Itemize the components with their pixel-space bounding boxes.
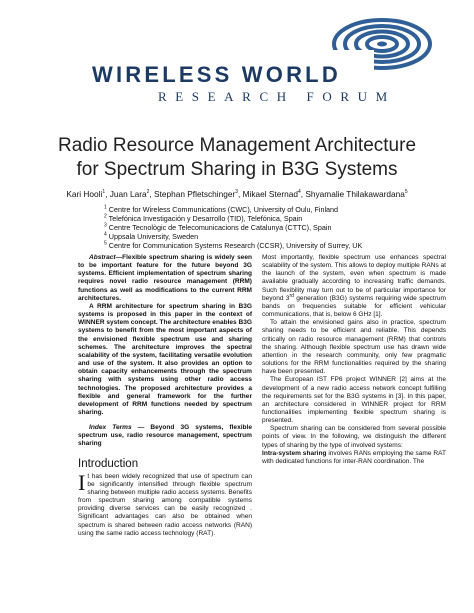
affiliation: $^4$ Uppsala University, Sweden [104,231,199,241]
body-paragraph: The European IST FP6 project WINNER [2] aims at the development of a new radio access network concept fulfilling the requirements set for the B3G systems in [3]. In this paper, an architecture considered in WINNER project for RRM functionalities implementing flexible spectrum sharing is presented. [262,376,446,425]
left-column [78,254,252,538]
paper-title [40,134,434,182]
affiliation: $^5$ Centre for Communication Systems Research (CCSR), University of Surrey, UK [104,240,363,250]
body-paragraph: Most importantly, flexible spectrum use enhances spectral scalability of the system. This allows to deploy multiple RANs at the launch of the system, even when spectrum is made available gradually according to increasing traffic demands. Such flexibility may turn out to be of particular importance for beyond 3rd generation (B3G) systems requiring wide spectrum bands on frequencies suitable for efficient vehicular communications, that is, below 6 GHz [1]. [262,254,446,319]
abstract-paragraph-2: A RRM architecture for spectrum sharing in B3G systems is proposed in this paper in the context of WINNER system concept. The architecture enables B3G systems to benefit from the most important aspects of the envisioned flexible spectrum use and sharing schemes. The architecture improves the spectral scalability of the system, facilitating versatile evolution and use of the system. It also provides an option to obtain capacity enhancements through the spectrum sharing with systems using other radio access technologies. The proposed architecture provides a flexible and general framework for the further development of RRM functions needed by spectrum sharing. [78,302,252,416]
abstract [78,254,252,303]
right-column [262,254,446,466]
logo-wordmark: WIRELESS WORLD [92,62,341,87]
author: Kari Hooli [66,189,103,199]
term-intra-system-sharing: Intra-system sharing [262,449,327,457]
author: Stephan Pfletschinger [154,189,236,199]
affiliation: $^3$ Centre Tecnològic de Telecomunicacions de Catalunya (CTTC), Spain [104,222,332,232]
affiliation: $^1$ Centre for Wireless Communications (CWC), University of Oulu, Finland [104,204,339,214]
paper-title-line-2: for Spectrum Sharing in B3G Systems [76,159,398,180]
section-heading-introduction: Introduction [78,457,139,470]
affiliation: $^2$ Telefónica Investigación y Desarrollo (TID), Telefónica, Spain [104,213,303,223]
author: Shyamalie Thilakawardana [305,189,405,199]
author: Juan Lara [109,189,147,199]
index-terms [78,424,252,448]
body-paragraph: Intra-system sharing involves RANs employing the same RAT with dedicated functions for inter-RAN coordination. The [262,449,446,465]
author: Mikael Sternad [242,189,298,199]
author-list: Kari Hooli$^1$, Juan Lara$^2$, Stephan Pfletschinger$^3$, Mikael Sternad$^4$, Shyamalie Thilakawardana$^5$ [66,189,408,199]
index-terms-text: — Beyond 3G systems, flexible spectrum use, radio resource management, spectrum sharing [78,424,252,448]
paper-title-line-1: Radio Resource Management Architecture [57,135,417,156]
introduction-text: t has been widely recognized that use of spectrum can be significantly intensified through flexible spectrum sharing between multiple radio access systems. Benefits from spectrum sharing among compatible systems providing diverse services can be easily recognized . Significant advantages can also be obtained when spectrum is shared between radio access networks (RAN) using the same radio access technology (RAT). [78,472,252,537]
logo-subtitle: RESEARCH FORUM [158,89,396,104]
body-paragraph: To attain the envisioned gains also in practice, spectrum sharing needs to be efficient and reliable. This depends critically on radio resource management (RRM) that controls the sharing. Although flexible spectrum use has drawn wide attention in the research community, only few pragmatic solutions for the RRM functionalities required by the sharing have been presented. [262,319,446,376]
introduction-paragraph [78,469,252,538]
body-paragraph: Spectrum sharing can be considered from several possible points of view. In the following, we distinguish the different types of sharing by the type of involved systems: [262,425,446,449]
drop-cap: I [78,469,86,495]
abstract-text: —Flexible spectrum sharing is widely seen to be important feature for the future beyond 3G systems. Efficient implementation of spectrum sharing requires novel radio resource management (RRM) functions as well as modifications to the current RRM architectures. [78,254,252,302]
index-terms-label: Index Terms [89,424,132,432]
affiliation-list [104,206,444,251]
abstract-label: Abstract [89,254,116,261]
